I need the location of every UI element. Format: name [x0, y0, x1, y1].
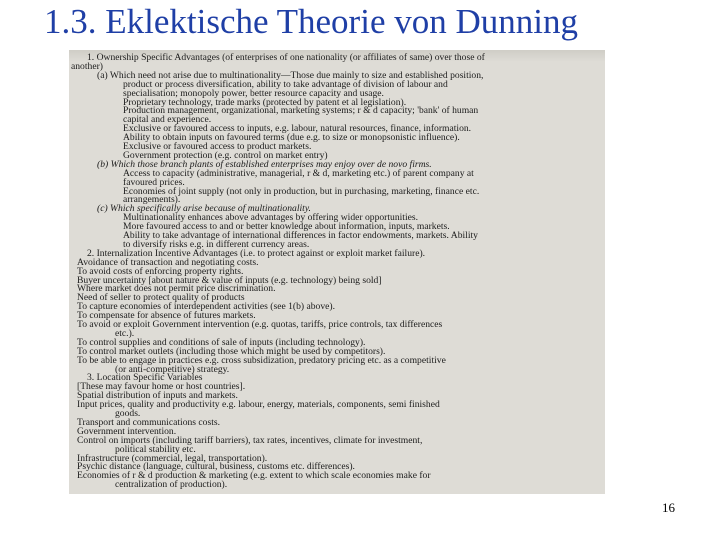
scan-text-line: To control market outlets (including those which might be used by competitors). — [77, 345, 386, 357]
scan-text-line: Infrastructure (commercial, legal, transportation). — [77, 452, 268, 464]
scan-text-line: Economies of joint supply (not only in production, but in purchasing, marketing, finance etc. — [123, 185, 480, 197]
scan-text-line: specialisation; monopoly power, better resource capacity and usage. — [123, 87, 384, 99]
scan-text-line: (b) Which those branch plants of established enterprises may enjoy over de novo firms. — [97, 158, 432, 170]
scan-text-line: Where market does not permit price discrimination. — [77, 283, 276, 295]
scan-text-line: Ability to take advantage of international differences in factor endowments, markets. Ability — [123, 230, 478, 241]
page-number: 16 — [662, 500, 675, 515]
scan-text-line: product or process diversification, ability to take advantage of division of labour and — [123, 78, 448, 90]
scan-text-line: Input prices, quality and productivity e.g. labour, energy, materials, components, semi finished — [77, 399, 440, 411]
scan-text-line: To avoid or exploit Government intervention (e.g. quotas, tariffs, price controls, tax differences — [77, 319, 443, 330]
scan-text-line: Government intervention. — [77, 425, 177, 437]
scan-text-line: 2. Internalization Incentive Advantages (i.e. to protect against or exploit market failure). — [87, 247, 426, 259]
scan-text-line: Exclusive or favoured access to inputs, e.g. labour, natural resources, finance, information. — [123, 123, 472, 135]
scan-text-line: Need of seller to protect quality of products — [77, 292, 245, 304]
scan-text-line: Psychic distance (language, cultural, business, customs etc. differences). — [77, 461, 355, 473]
scan-text-line: Access to capacity (administrative, managerial, r & d, marketing etc.) of parent company at — [123, 167, 474, 179]
scan-text-line: [These may favour home or host countries]. — [77, 381, 246, 393]
scan-text-line: (c) Which specifically arise because of multinationality. — [97, 203, 311, 215]
scan-text-line: To capture economies of interdependent activities (see 1(b) above). — [77, 301, 335, 313]
scan-text-line: Avoidance of transaction and negotiating costs. — [77, 256, 259, 268]
scan-text-line: Proprietary technology, trade marks (protected by patent et al legislation). — [123, 96, 407, 108]
scan-text-line: Production management, organizational, marketing systems; r & d capacity; 'bank' of human — [123, 105, 479, 117]
scan-text-line: To control supplies and conditions of sale of inputs (including technology). — [77, 336, 366, 348]
scan-text-line: favoured prices. — [123, 176, 185, 188]
scan-text-line: etc.). — [115, 327, 135, 339]
scan-text-line: capital and experience. — [123, 114, 212, 126]
slide-title: 1.3. Eklektische Theorie von Dunning — [44, 2, 578, 41]
scan-text-line: Buyer uncertainty [about nature & value of inputs (e.g. technology) being sold] — [77, 274, 382, 286]
scan-text-line: Multinationality enhances above advantages by offering wider opportunities. — [123, 212, 419, 224]
scan-text-line: goods. — [115, 408, 141, 419]
scan-text-line: political stability etc. — [115, 443, 196, 455]
scan-text-line: (a) Which need not arise due to multinationality—Those due mainly to size and established position, — [97, 69, 484, 81]
scan-text-line: Economies of r & d production & marketing (e.g. extent to which scale economies make for — [77, 470, 431, 482]
scan-text-line: Control on imports (including tariff barriers), tax rates, incentives, climate for investment, — [77, 434, 423, 446]
scan-text-line: 3. Location Specific Variables — [87, 372, 203, 384]
scan-text-line: To be able to engage in practices e.g. cross subsidization, predatory pricing etc. as a competitive — [77, 354, 446, 366]
scan-text-line: (or anti-competitive) strategy. — [115, 363, 230, 375]
scan-text-line: Spatial distribution of inputs and markets. — [77, 390, 238, 402]
scan-text-line: Ability to obtain inputs on favoured terms (due e.g. to size or monopsonistic influence). — [123, 132, 460, 144]
scan-text-line: More favoured access to and or better knowledge about information, inputs, markets. — [123, 221, 450, 233]
scan-text-line: Exclusive or favoured access to product markets. — [123, 141, 312, 152]
scan-text-line: arrangements). — [123, 194, 181, 206]
scan-text-line: Government protection (e.g. control on market entry) — [123, 149, 328, 161]
scan-text-line: to diversify risks e.g. in different currency areas. — [123, 238, 310, 250]
scan-text-line: another) — [71, 60, 103, 72]
scan-text-line: To compensate for absence of futures markets. — [77, 310, 256, 322]
scan-text-line: centralization of production). — [115, 479, 228, 491]
scan-text-line: To avoid costs of enforcing property rights. — [77, 265, 244, 277]
scan-text-line: 1. Ownership Specific Advantages (of enterprises of one nationality (or affiliates of same) over those of — [87, 52, 485, 63]
scanned-document-image — [69, 50, 605, 494]
scan-text-line: Transport and communications costs. — [77, 416, 221, 428]
